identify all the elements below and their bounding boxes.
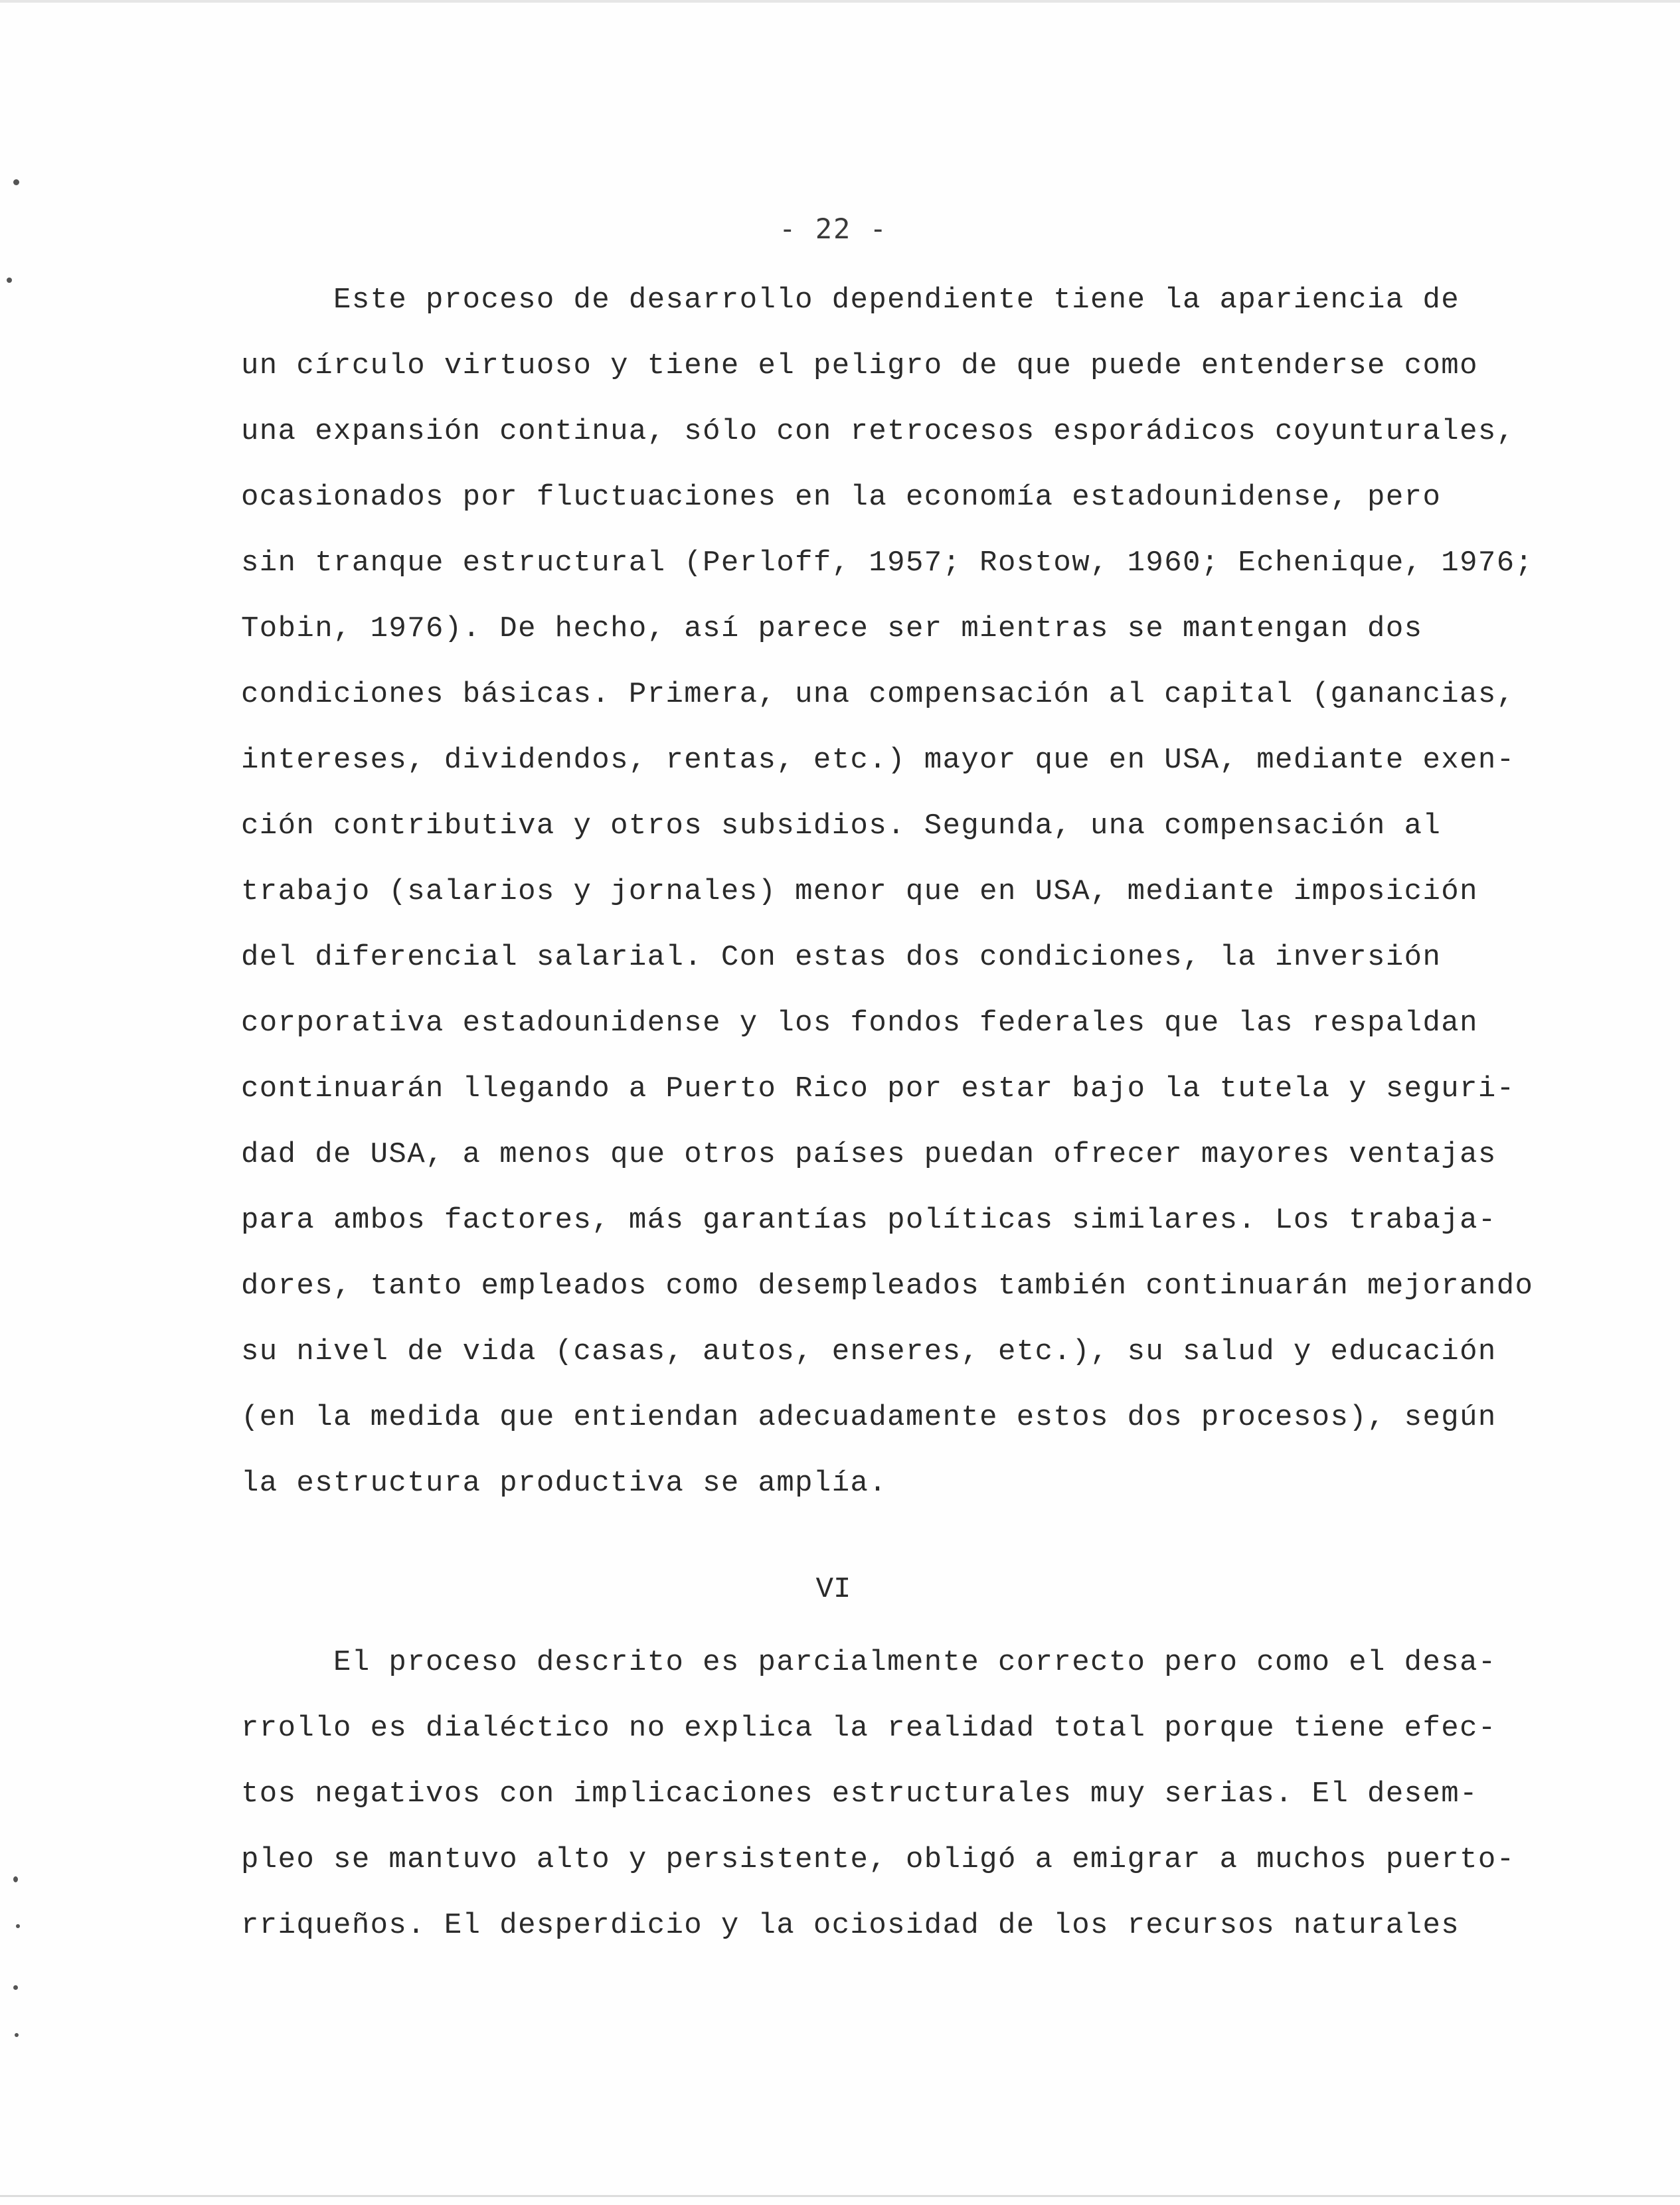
text-line: su nivel de vida (casas, autos, enseres, etc.), su salud y educación	[241, 1335, 1497, 1368]
text-line: Este proceso de desarrollo dependiente tiene la apariencia de	[241, 284, 1460, 317]
text-line: rriqueños. El desperdicio y la ociosidad de los recursos naturales	[241, 1909, 1460, 1942]
scan-speck	[13, 179, 19, 185]
page-number: - 22 -	[779, 212, 888, 245]
scan-speck	[7, 278, 12, 283]
section-heading: VI	[815, 1573, 851, 1606]
text-line: una expansión continua, sólo con retrocesos esporádicos coyunturales,	[241, 415, 1515, 448]
text-line: intereses, dividendos, rentas, etc.) mayor que en USA, mediante exen-	[241, 744, 1515, 777]
text-line: dores, tanto empleados como desempleados también continuarán mejorando	[241, 1269, 1534, 1303]
text-line: ocasionados por fluctuaciones en la economía estadounidense, pero	[241, 481, 1442, 514]
text-line: corporativa estadounidense y los fondos federales que las respaldan	[241, 1007, 1478, 1040]
scan-speck	[13, 1985, 18, 1990]
text-line: El proceso descrito es parcialmente correcto pero como el desa-	[241, 1646, 1497, 1679]
text-line: un círculo virtuoso y tiene el peligro de que puede entenderse como	[241, 349, 1478, 382]
text-line: rrollo es dialéctico no explica la realidad total porque tiene efec-	[241, 1712, 1497, 1745]
page-bottom-edge	[0, 2195, 1680, 2197]
text-line: para ambos factores, más garantías políticas similares. Los trabaja-	[241, 1204, 1497, 1237]
text-line: dad de USA, a menos que otros países puedan ofrecer mayores ventajas	[241, 1138, 1497, 1171]
text-line: sin tranque estructural (Perloff, 1957; Rostow, 1960; Echenique, 1976;	[241, 546, 1534, 580]
text-line: tos negativos con implicaciones estructurales muy serias. El desem-	[241, 1777, 1478, 1811]
text-line: continuarán llegando a Puerto Rico por estar bajo la tutela y seguri-	[241, 1072, 1515, 1105]
text-line: condiciones básicas. Primera, una compensación al capital (ganancias,	[241, 678, 1515, 711]
scan-speck	[16, 1924, 20, 1928]
text-line: la estructura productiva se amplía.	[241, 1467, 888, 1500]
scan-speck	[13, 1876, 18, 1882]
text-line: ción contributiva y otros subsidios. Segunda, una compensación al	[241, 809, 1442, 843]
text-line: (en la medida que entiendan adecuadamente estos dos procesos), según	[241, 1401, 1497, 1434]
page-top-edge	[0, 0, 1680, 3]
text-line: del diferencial salarial. Con estas dos condiciones, la inversión	[241, 941, 1442, 974]
text-line: pleo se mantuvo alto y persistente, obligó a emigrar a muchos puerto-	[241, 1843, 1515, 1876]
text-line: Tobin, 1976). De hecho, así parece ser mientras se mantengan dos	[241, 612, 1423, 645]
text-line: trabajo (salarios y jornales) menor que en USA, mediante imposición	[241, 875, 1478, 908]
scan-speck	[15, 2033, 19, 2037]
